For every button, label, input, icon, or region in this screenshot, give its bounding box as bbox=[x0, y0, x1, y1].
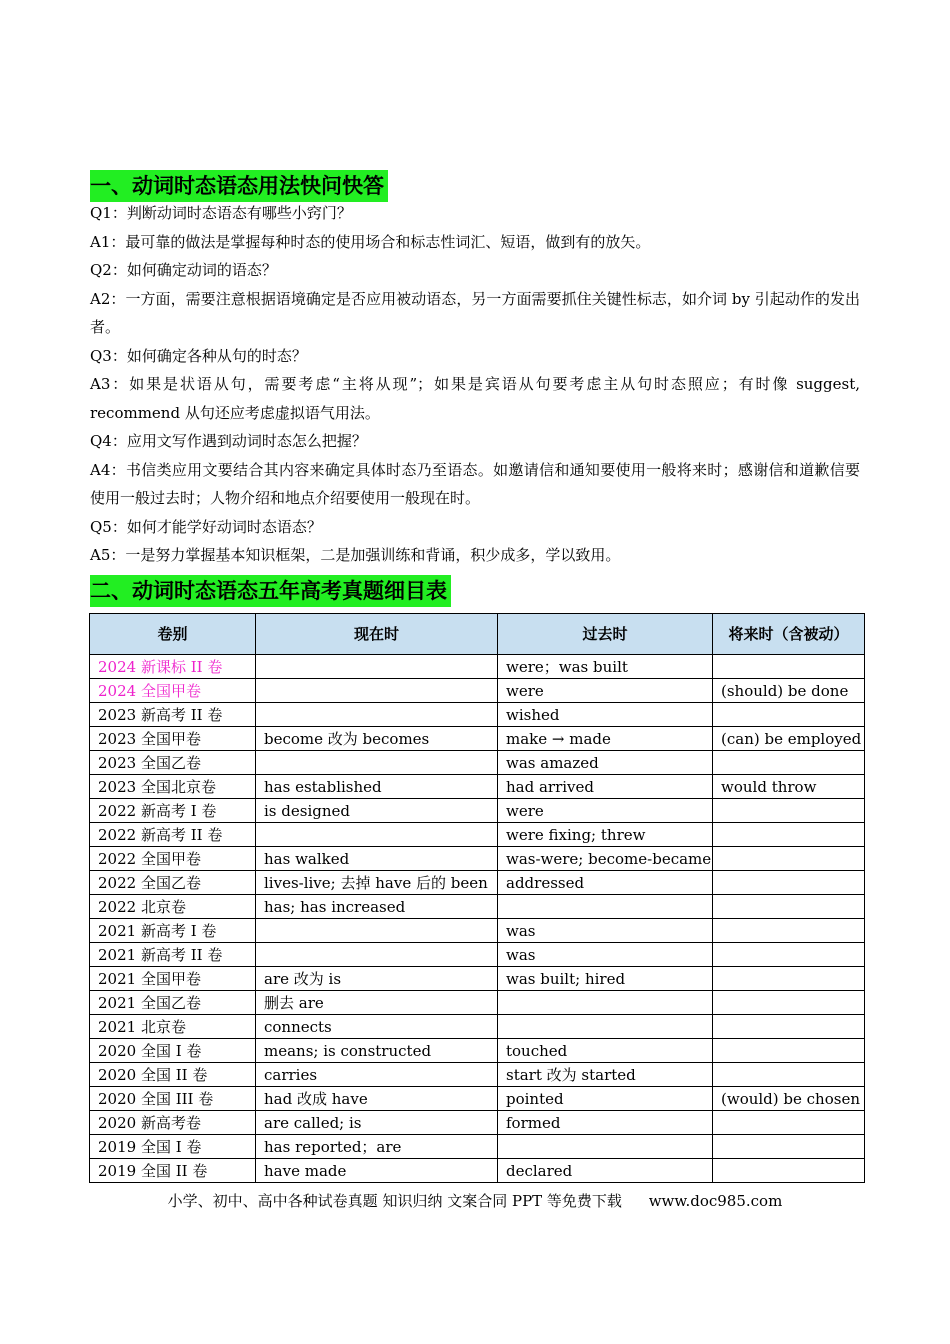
cell-paper: 2021 新高考 II 卷 bbox=[90, 943, 256, 967]
cell-future bbox=[713, 1159, 865, 1183]
cell-future bbox=[713, 1015, 865, 1039]
cell-present: has reported；are bbox=[256, 1135, 498, 1159]
cell-future: (can) be employed bbox=[713, 727, 865, 751]
cell-paper: 2023 全国北京卷 bbox=[90, 775, 256, 799]
table-row bbox=[90, 799, 865, 823]
cell-paper: 2021 全国乙卷 bbox=[90, 991, 256, 1015]
cell-present bbox=[256, 703, 498, 727]
cell-paper: 2024 新课标 II 卷 bbox=[90, 655, 256, 679]
cell-future bbox=[713, 823, 865, 847]
table-row bbox=[90, 847, 865, 871]
section2-heading: 二、动词时态语态五年高考真题细目表 bbox=[90, 575, 451, 607]
table-row bbox=[90, 727, 865, 751]
qa-item: A5：一是努力掌握基本知识框架，二是加强训练和背诵，积少成多，学以致用。 bbox=[90, 546, 621, 564]
table-row bbox=[90, 1135, 865, 1159]
table-row bbox=[90, 655, 865, 679]
table-row bbox=[90, 919, 865, 943]
cell-paper: 2020 全国 III 卷 bbox=[90, 1087, 256, 1111]
cell-paper: 2023 新高考 II 卷 bbox=[90, 703, 256, 727]
cell-paper: 2023 全国乙卷 bbox=[90, 751, 256, 775]
column-header-future: 将来时（含被动） bbox=[713, 614, 865, 655]
qa-item: A3：如果是状语从句，需要考虑“主将从现”；如果是宾语从句要考虑主从句时态照应；有时像 suggest, recommend 从句还应考虑虚拟语气用法。 bbox=[90, 375, 860, 422]
cell-present: connects bbox=[256, 1015, 498, 1039]
cell-past: touched bbox=[498, 1039, 713, 1063]
cell-paper: 2020 新高考卷 bbox=[90, 1111, 256, 1135]
cell-future bbox=[713, 799, 865, 823]
table-row bbox=[90, 751, 865, 775]
cell-future bbox=[713, 751, 865, 775]
cell-future bbox=[713, 1063, 865, 1087]
cell-future bbox=[713, 943, 865, 967]
cell-paper: 2024 全国甲卷 bbox=[90, 679, 256, 703]
exam-table bbox=[89, 613, 865, 1183]
table-row bbox=[90, 895, 865, 919]
qa-item: Q4：应用文写作遇到动词时态怎么把握？ bbox=[90, 432, 367, 450]
cell-present: has walked bbox=[256, 847, 498, 871]
cell-future: would throw bbox=[713, 775, 865, 799]
cell-present: carries bbox=[256, 1063, 498, 1087]
table-row bbox=[90, 967, 865, 991]
cell-present bbox=[256, 655, 498, 679]
cell-past: wished bbox=[498, 703, 713, 727]
cell-present: means; is constructed bbox=[256, 1039, 498, 1063]
qa-list bbox=[90, 199, 860, 570]
cell-past: addressed bbox=[498, 871, 713, 895]
cell-present: 删去 are bbox=[256, 991, 498, 1015]
table-row bbox=[90, 1159, 865, 1183]
cell-future bbox=[713, 967, 865, 991]
column-header-present: 现在时 bbox=[256, 614, 498, 655]
table-row bbox=[90, 703, 865, 727]
cell-future bbox=[713, 919, 865, 943]
cell-present: is designed bbox=[256, 799, 498, 823]
cell-present: are called; is bbox=[256, 1111, 498, 1135]
column-header-past: 过去时 bbox=[498, 614, 713, 655]
page-footer bbox=[0, 1190, 950, 1211]
cell-present: had 改成 have bbox=[256, 1087, 498, 1111]
section1-heading: 一、动词时态语态用法快问快答 bbox=[90, 170, 388, 202]
cell-present: lives-live; 去掉 have 后的 been bbox=[256, 871, 498, 895]
table-body bbox=[90, 655, 865, 1183]
cell-past: pointed bbox=[498, 1087, 713, 1111]
cell-paper: 2022 北京卷 bbox=[90, 895, 256, 919]
cell-paper: 2021 全国甲卷 bbox=[90, 967, 256, 991]
cell-paper: 2020 全国 I 卷 bbox=[90, 1039, 256, 1063]
qa-item: A1：最可靠的做法是掌握每种时态的使用场合和标志性词汇、短语，做到有的放矢。 bbox=[90, 232, 651, 251]
cell-past: was-were; become-became bbox=[498, 847, 713, 871]
cell-past: were；was built bbox=[498, 655, 713, 679]
cell-future: (should) be done bbox=[713, 679, 865, 703]
cell-paper: 2021 北京卷 bbox=[90, 1015, 256, 1039]
cell-past: make → made bbox=[498, 727, 713, 751]
column-header-paper: 卷别 bbox=[90, 614, 256, 655]
cell-past: was bbox=[498, 919, 713, 943]
cell-present: have made bbox=[256, 1159, 498, 1183]
cell-paper: 2023 全国甲卷 bbox=[90, 727, 256, 751]
cell-present: are 改为 is bbox=[256, 967, 498, 991]
cell-present: has established bbox=[256, 775, 498, 799]
cell-present bbox=[256, 823, 498, 847]
cell-past: formed bbox=[498, 1111, 713, 1135]
cell-paper: 2019 全国 II 卷 bbox=[90, 1159, 256, 1183]
table-row bbox=[90, 1039, 865, 1063]
cell-present bbox=[256, 751, 498, 775]
cell-paper: 2020 全国 II 卷 bbox=[90, 1063, 256, 1087]
table-row bbox=[90, 1111, 865, 1135]
cell-future bbox=[713, 895, 865, 919]
cell-future bbox=[713, 847, 865, 871]
cell-paper: 2022 新高考 II 卷 bbox=[90, 823, 256, 847]
qa-item: A4：书信类应用文要结合其内容来确定具体时态乃至语态。如邀请信和通知要使用一般将来时；感谢信和道歉信要使用一般过去时；人物介绍和地点介绍要使用一般现在时。 bbox=[90, 460, 860, 507]
cell-past bbox=[498, 1135, 713, 1159]
cell-future bbox=[713, 703, 865, 727]
qa-item: Q2：如何确定动词的语态？ bbox=[90, 261, 277, 279]
cell-past: was amazed bbox=[498, 751, 713, 775]
cell-future: (would) be chosen bbox=[713, 1087, 865, 1111]
cell-present: has; has increased bbox=[256, 895, 498, 919]
table-header-row bbox=[90, 614, 865, 655]
cell-past: start 改为 started bbox=[498, 1063, 713, 1087]
table-row bbox=[90, 775, 865, 799]
cell-present bbox=[256, 943, 498, 967]
table-row bbox=[90, 871, 865, 895]
cell-present bbox=[256, 679, 498, 703]
cell-past bbox=[498, 991, 713, 1015]
cell-future bbox=[713, 1135, 865, 1159]
qa-item: Q5：如何才能学好动词时态语态？ bbox=[90, 517, 322, 536]
cell-paper: 2021 新高考 I 卷 bbox=[90, 919, 256, 943]
cell-paper: 2022 新高考 I 卷 bbox=[90, 799, 256, 823]
cell-past bbox=[498, 1015, 713, 1039]
cell-paper: 2022 全国甲卷 bbox=[90, 847, 256, 871]
cell-past: were fixing; threw bbox=[498, 823, 713, 847]
table-row bbox=[90, 1063, 865, 1087]
qa-item: A2：一方面，需要注意根据语境确定是否应用被动语态，另一方面需要抓住关键性标志，如介词 by 引起动作的发出者。 bbox=[90, 289, 860, 336]
cell-future bbox=[713, 655, 865, 679]
cell-paper: 2019 全国 I 卷 bbox=[90, 1135, 256, 1159]
cell-past: was built; hired bbox=[498, 967, 713, 991]
cell-present: become 改为 becomes bbox=[256, 727, 498, 751]
cell-paper: 2022 全国乙卷 bbox=[90, 871, 256, 895]
cell-present bbox=[256, 919, 498, 943]
cell-past: was bbox=[498, 943, 713, 967]
cell-future bbox=[713, 1111, 865, 1135]
cell-past: had arrived bbox=[498, 775, 713, 799]
table-row bbox=[90, 1015, 865, 1039]
table-row bbox=[90, 943, 865, 967]
cell-past: were bbox=[498, 679, 713, 703]
cell-past bbox=[498, 895, 713, 919]
table-row bbox=[90, 823, 865, 847]
table-row bbox=[90, 679, 865, 703]
cell-future bbox=[713, 871, 865, 895]
cell-past: were bbox=[498, 799, 713, 823]
footer-text: 小学、初中、高中各种试卷真题 知识归纳 文案合同 PPT 等免费下载 bbox=[167, 1192, 622, 1210]
cell-past: declared bbox=[498, 1159, 713, 1183]
cell-future bbox=[713, 991, 865, 1015]
table-row bbox=[90, 1087, 865, 1111]
qa-item: Q3：如何确定各种从句的时态？ bbox=[90, 346, 307, 365]
cell-future bbox=[713, 1039, 865, 1063]
qa-item: Q1：判断动词时态语态有哪些小窍门？ bbox=[90, 204, 352, 222]
table-row bbox=[90, 991, 865, 1015]
footer-url: www.doc985.com bbox=[648, 1192, 783, 1210]
